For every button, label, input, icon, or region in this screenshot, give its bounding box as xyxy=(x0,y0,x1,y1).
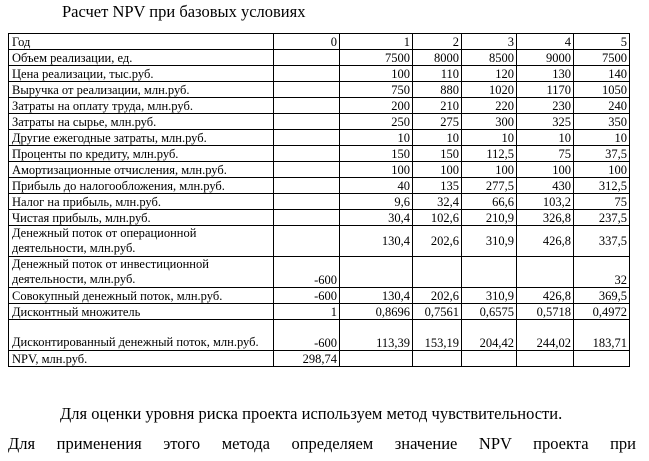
cell-year-3: 10 xyxy=(462,130,517,146)
table-row xyxy=(9,66,630,82)
cell-year-2: 102,6 xyxy=(413,210,462,226)
cell-year-1: 750 xyxy=(340,82,413,98)
cell-year-0: 1 xyxy=(274,304,340,320)
cell-year-1: 30,4 xyxy=(340,210,413,226)
cell-year-1: 100 xyxy=(340,66,413,82)
cell-year-2: 32,4 xyxy=(413,194,462,210)
cell-year-0 xyxy=(274,66,340,82)
cell-year-3 xyxy=(462,257,517,288)
cell-year-4: 426,8 xyxy=(517,288,574,304)
table-row xyxy=(9,50,630,66)
cell-year-2: 8000 xyxy=(413,50,462,66)
cell-year-2: 150 xyxy=(413,146,462,162)
cell-year-3: 300 xyxy=(462,114,517,130)
cell-year-1: 40 xyxy=(340,178,413,194)
cell-year-4 xyxy=(517,351,574,367)
cell-year-5: 10 xyxy=(574,130,630,146)
row-label: Объем реализации, ед. xyxy=(9,50,274,66)
cell-year-0 xyxy=(274,210,340,226)
cell-year-5: 350 xyxy=(574,114,630,130)
npv-table xyxy=(8,33,630,367)
header-year-2: 2 xyxy=(413,34,462,50)
cell-year-4: 130 xyxy=(517,66,574,82)
cell-year-5 xyxy=(574,351,630,367)
cell-year-2 xyxy=(413,257,462,288)
cell-year-3: 112,5 xyxy=(462,146,517,162)
row-label: Налог на прибыль, млн.руб. xyxy=(9,194,274,210)
cell-year-2: 100 xyxy=(413,162,462,178)
cell-year-0: 298,74 xyxy=(274,351,340,367)
cell-year-1: 130,4 xyxy=(340,226,413,257)
table-row xyxy=(9,210,630,226)
cell-year-1: 9,6 xyxy=(340,194,413,210)
cell-year-2: 210 xyxy=(413,98,462,114)
cell-year-2: 202,6 xyxy=(413,288,462,304)
cell-year-0 xyxy=(274,130,340,146)
cell-year-4: 1170 xyxy=(517,82,574,98)
cell-year-3: 204,42 xyxy=(462,320,517,351)
cell-year-4: 244,02 xyxy=(517,320,574,351)
cell-year-1: 130,4 xyxy=(340,288,413,304)
section-heading: Расчет NPV при базовых условиях xyxy=(62,2,306,21)
cell-year-5: 32 xyxy=(574,257,630,288)
header-year-0: 0 xyxy=(274,34,340,50)
row-label: Чистая прибыль, млн.руб. xyxy=(9,210,274,226)
row-label: NPV, млн.руб. xyxy=(9,351,274,367)
cell-year-0 xyxy=(274,226,340,257)
cell-year-0 xyxy=(274,162,340,178)
table-row xyxy=(9,162,630,178)
cell-year-3: 277,5 xyxy=(462,178,517,194)
cell-year-2: 135 xyxy=(413,178,462,194)
body-paragraph-2: Для применения этого метода определяем значение NPV проекта при xyxy=(8,434,636,453)
cell-year-1 xyxy=(340,351,413,367)
cell-year-0 xyxy=(274,146,340,162)
cell-year-5: 1050 xyxy=(574,82,630,98)
cell-year-5: 337,5 xyxy=(574,226,630,257)
cell-year-4: 100 xyxy=(517,162,574,178)
row-label: Дисконтный множитель xyxy=(9,304,274,320)
cell-year-0 xyxy=(274,82,340,98)
row-label: Другие ежегодные затраты, млн.руб. xyxy=(9,130,274,146)
cell-year-0: -600 xyxy=(274,257,340,288)
cell-year-0 xyxy=(274,114,340,130)
cell-year-5: 7500 xyxy=(574,50,630,66)
row-label: Проценты по кредиту, млн.руб. xyxy=(9,146,274,162)
header-year-3: 3 xyxy=(462,34,517,50)
cell-year-1: 200 xyxy=(340,98,413,114)
cell-year-2: 275 xyxy=(413,114,462,130)
cell-year-3: 120 xyxy=(462,66,517,82)
row-label: Денежный поток от инвестиционной деятельности, млн.руб. xyxy=(9,257,274,288)
cell-year-5: 237,5 xyxy=(574,210,630,226)
cell-year-4: 9000 xyxy=(517,50,574,66)
cell-year-3 xyxy=(462,351,517,367)
cell-year-5: 0,4972 xyxy=(574,304,630,320)
cell-year-5: 183,71 xyxy=(574,320,630,351)
table-row xyxy=(9,226,630,257)
cell-year-3: 310,9 xyxy=(462,288,517,304)
table-row xyxy=(9,288,630,304)
cell-year-1: 0,8696 xyxy=(340,304,413,320)
table-row xyxy=(9,194,630,210)
cell-year-0 xyxy=(274,178,340,194)
cell-year-2: 10 xyxy=(413,130,462,146)
table-row xyxy=(9,130,630,146)
cell-year-2 xyxy=(413,351,462,367)
cell-year-0: -600 xyxy=(274,288,340,304)
cell-year-1 xyxy=(340,257,413,288)
cell-year-4: 426,8 xyxy=(517,226,574,257)
table-row xyxy=(9,178,630,194)
cell-year-1: 150 xyxy=(340,146,413,162)
cell-year-5: 100 xyxy=(574,162,630,178)
cell-year-0 xyxy=(274,98,340,114)
cell-year-4: 75 xyxy=(517,146,574,162)
cell-year-1: 250 xyxy=(340,114,413,130)
cell-year-1: 100 xyxy=(340,162,413,178)
cell-year-2: 110 xyxy=(413,66,462,82)
cell-year-0 xyxy=(274,194,340,210)
cell-year-3: 66,6 xyxy=(462,194,517,210)
cell-year-0: -600 xyxy=(274,320,340,351)
table-row xyxy=(9,304,630,320)
table-row xyxy=(9,114,630,130)
cell-year-3: 8500 xyxy=(462,50,517,66)
row-label: Затраты на сырье, млн.руб. xyxy=(9,114,274,130)
row-label: Амортизационные отчисления, млн.руб. xyxy=(9,162,274,178)
row-label: Прибыль до налогообложения, млн.руб. xyxy=(9,178,274,194)
cell-year-3: 0,6575 xyxy=(462,304,517,320)
cell-year-4: 325 xyxy=(517,114,574,130)
cell-year-3: 1020 xyxy=(462,82,517,98)
cell-year-5: 240 xyxy=(574,98,630,114)
cell-year-4: 103,2 xyxy=(517,194,574,210)
cell-year-4: 10 xyxy=(517,130,574,146)
cell-year-2: 153,19 xyxy=(413,320,462,351)
header-year-label: Год xyxy=(9,34,274,50)
cell-year-3: 210,9 xyxy=(462,210,517,226)
cell-year-4: 230 xyxy=(517,98,574,114)
row-label: Выручка от реализации, млн.руб. xyxy=(9,82,274,98)
cell-year-3: 100 xyxy=(462,162,517,178)
cell-year-4 xyxy=(517,257,574,288)
table-row xyxy=(9,146,630,162)
table-row xyxy=(9,257,630,288)
cell-year-5: 140 xyxy=(574,66,630,82)
cell-year-4: 326,8 xyxy=(517,210,574,226)
row-label: Цена реализации, тыс.руб. xyxy=(9,66,274,82)
cell-year-5: 37,5 xyxy=(574,146,630,162)
table-row xyxy=(9,320,630,351)
body-paragraph-1: Для оценки уровня риска проекта используем метод чувствительности. xyxy=(60,404,563,423)
cell-year-1: 113,39 xyxy=(340,320,413,351)
row-label: Денежный поток от операционной деятельности, млн.руб. xyxy=(9,226,274,257)
cell-year-5: 369,5 xyxy=(574,288,630,304)
cell-year-1: 10 xyxy=(340,130,413,146)
cell-year-5: 75 xyxy=(574,194,630,210)
header-year-5: 5 xyxy=(574,34,630,50)
table-row xyxy=(9,98,630,114)
cell-year-0 xyxy=(274,50,340,66)
table-row xyxy=(9,351,630,367)
cell-year-4: 430 xyxy=(517,178,574,194)
cell-year-4: 0,5718 xyxy=(517,304,574,320)
row-label: Дисконтированный денежный поток, млн.руб. xyxy=(9,320,274,351)
cell-year-3: 220 xyxy=(462,98,517,114)
cell-year-2: 880 xyxy=(413,82,462,98)
row-label: Затраты на оплату труда, млн.руб. xyxy=(9,98,274,114)
cell-year-3: 310,9 xyxy=(462,226,517,257)
header-year-1: 1 xyxy=(340,34,413,50)
table-header-row xyxy=(9,34,630,50)
cell-year-5: 312,5 xyxy=(574,178,630,194)
row-label: Совокупный денежный поток, млн.руб. xyxy=(9,288,274,304)
cell-year-2: 0,7561 xyxy=(413,304,462,320)
header-year-4: 4 xyxy=(517,34,574,50)
cell-year-2: 202,6 xyxy=(413,226,462,257)
cell-year-1: 7500 xyxy=(340,50,413,66)
table-row xyxy=(9,82,630,98)
